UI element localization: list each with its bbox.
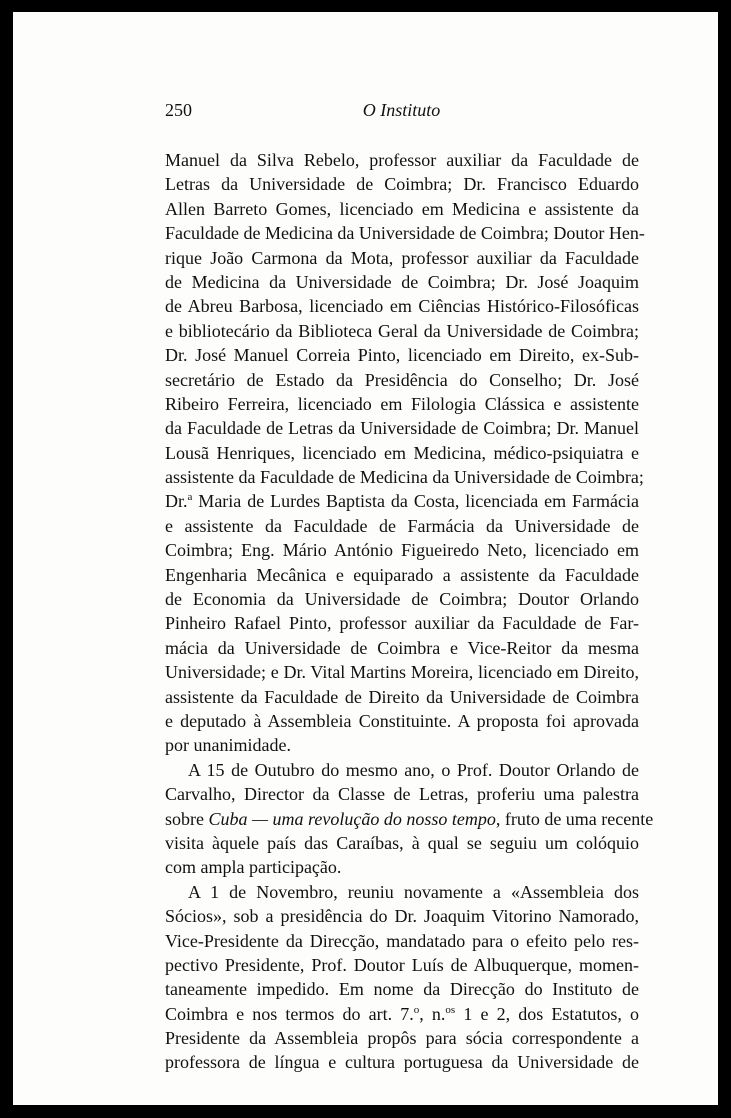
text-line: Dr.$^a$ Maria de Lurdes Baptista da Costa, licenciada em Farmácia	[165, 491, 639, 512]
body-text	[165, 148, 654, 1075]
paragraph-2	[165, 758, 654, 880]
text-line: Pinheiro Rafael Pinto, professor auxiliar da Faculdade de Far-	[165, 613, 639, 634]
text-line: Coimbra e nos termos do art. 7.$^o$, n.$^{os}$ 1 e 2, dos Estatutos, o	[165, 1003, 640, 1024]
text-line: de Abreu Barbosa, licenciado em Ciências Histórico-Filosóficas	[165, 296, 639, 317]
text-line: Coimbra; Eng. Mário António Figueiredo Neto, licenciado em	[165, 540, 639, 561]
text-line: Carvalho, Director da Classe de Letras, proferiu uma palestra	[165, 784, 639, 805]
text-line: Vice-Presidente da Direcção, mandatado para o efeito pelo res-	[165, 930, 639, 951]
text-line: Letras da Universidade de Coimbra; Dr. Francisco Eduardo	[165, 174, 639, 195]
text-line: Manuel da Silva Rebelo, professor auxiliar da Faculdade de	[165, 150, 639, 170]
text-line: Presidente da Assembleia propôs para sócia correspondente a	[165, 1028, 639, 1049]
text-line: professora de língua e cultura portuguesa da Universidade de	[165, 1052, 639, 1073]
text-line: A 15 de Outubro do mesmo ano, o Prof. Doutor Orlando de	[188, 759, 639, 780]
text-line: assistente da Faculdade de Direito da Universidade de Coimbra	[165, 686, 639, 707]
text-line: Dr. José Manuel Correia Pinto, licenciado em Direito, ex-Sub-	[165, 345, 639, 366]
text-line: Universidade; e Dr. Vital Martins Moreira, licenciado em Direito,	[165, 662, 639, 683]
text-line: Sócios», sob a presidência do Dr. Joaquim Vitorino Namorado,	[165, 906, 639, 927]
running-title: O Instituto	[362, 100, 441, 120]
text-line: mácia da Universidade de Coimbra e Vice-Reitor da mesma	[165, 637, 639, 658]
text-line: por unanimidade.	[165, 735, 291, 756]
text-line: e bibliotecário da Biblioteca Geral da Universidade de Coimbra;	[165, 320, 639, 341]
text-line: e deputado à Assembleia Constituinte. A proposta foi aprovada	[165, 710, 639, 731]
text-line: de Medicina da Universidade de Coimbra; Dr. José Joaquim	[165, 271, 639, 292]
page-number: 250	[165, 100, 192, 120]
text-line: com ampla participação.	[165, 857, 342, 878]
text-line: rique João Carmona da Mota, professor auxiliar da Faculdade	[165, 247, 639, 268]
text-line: assistente da Faculdade de Medicina da Universidade de Coimbra;	[165, 467, 644, 488]
text-line: visita àquele país das Caraíbas, à qual se seguiu um colóquio	[165, 832, 639, 853]
text-line: taneamente impedido. Em nome da Direcção do Instituto de	[165, 979, 639, 1000]
text-line: Engenharia Mecânica e equiparado a assistente da Faculdade	[165, 564, 639, 585]
page-header	[165, 100, 638, 126]
text-line: A 1 de Novembro, reuniu novamente a «Assembleia dos	[188, 881, 639, 902]
book-page	[13, 12, 718, 1105]
text-line: Ribeiro Ferreira, licenciado em Filologia Clássica e assistente	[165, 393, 639, 414]
text-line: pectivo Presidente, Prof. Doutor Luís de Albuquerque, momen-	[165, 954, 639, 975]
text-line: e assistente da Faculdade de Farmácia da Universidade de	[165, 515, 639, 536]
paragraph-3	[165, 880, 639, 1075]
text-line: Lousã Henriques, licenciado em Medicina, médico-psiquiatra e	[165, 442, 639, 463]
text-line: sobre Cuba — uma revolução do nosso tempo, fruto de uma recente	[165, 808, 654, 829]
text-line: de Economia da Universidade de Coimbra; Doutor Orlando	[165, 589, 639, 610]
text-line: da Faculdade de Letras da Universidade de Coimbra; Dr. Manuel	[165, 418, 639, 439]
paragraph-1	[165, 148, 645, 758]
lecture-title: Cuba — uma revolução do nosso tempo	[208, 808, 496, 829]
text-line: secretário de Estado da Presidência do Conselho; Dr. José	[165, 369, 639, 390]
text-line: Faculdade de Medicina da Universidade de Coimbra; Doutor Hen-	[165, 223, 645, 244]
text-line: Allen Barreto Gomes, licenciado em Medicina e assistente da	[165, 198, 639, 219]
